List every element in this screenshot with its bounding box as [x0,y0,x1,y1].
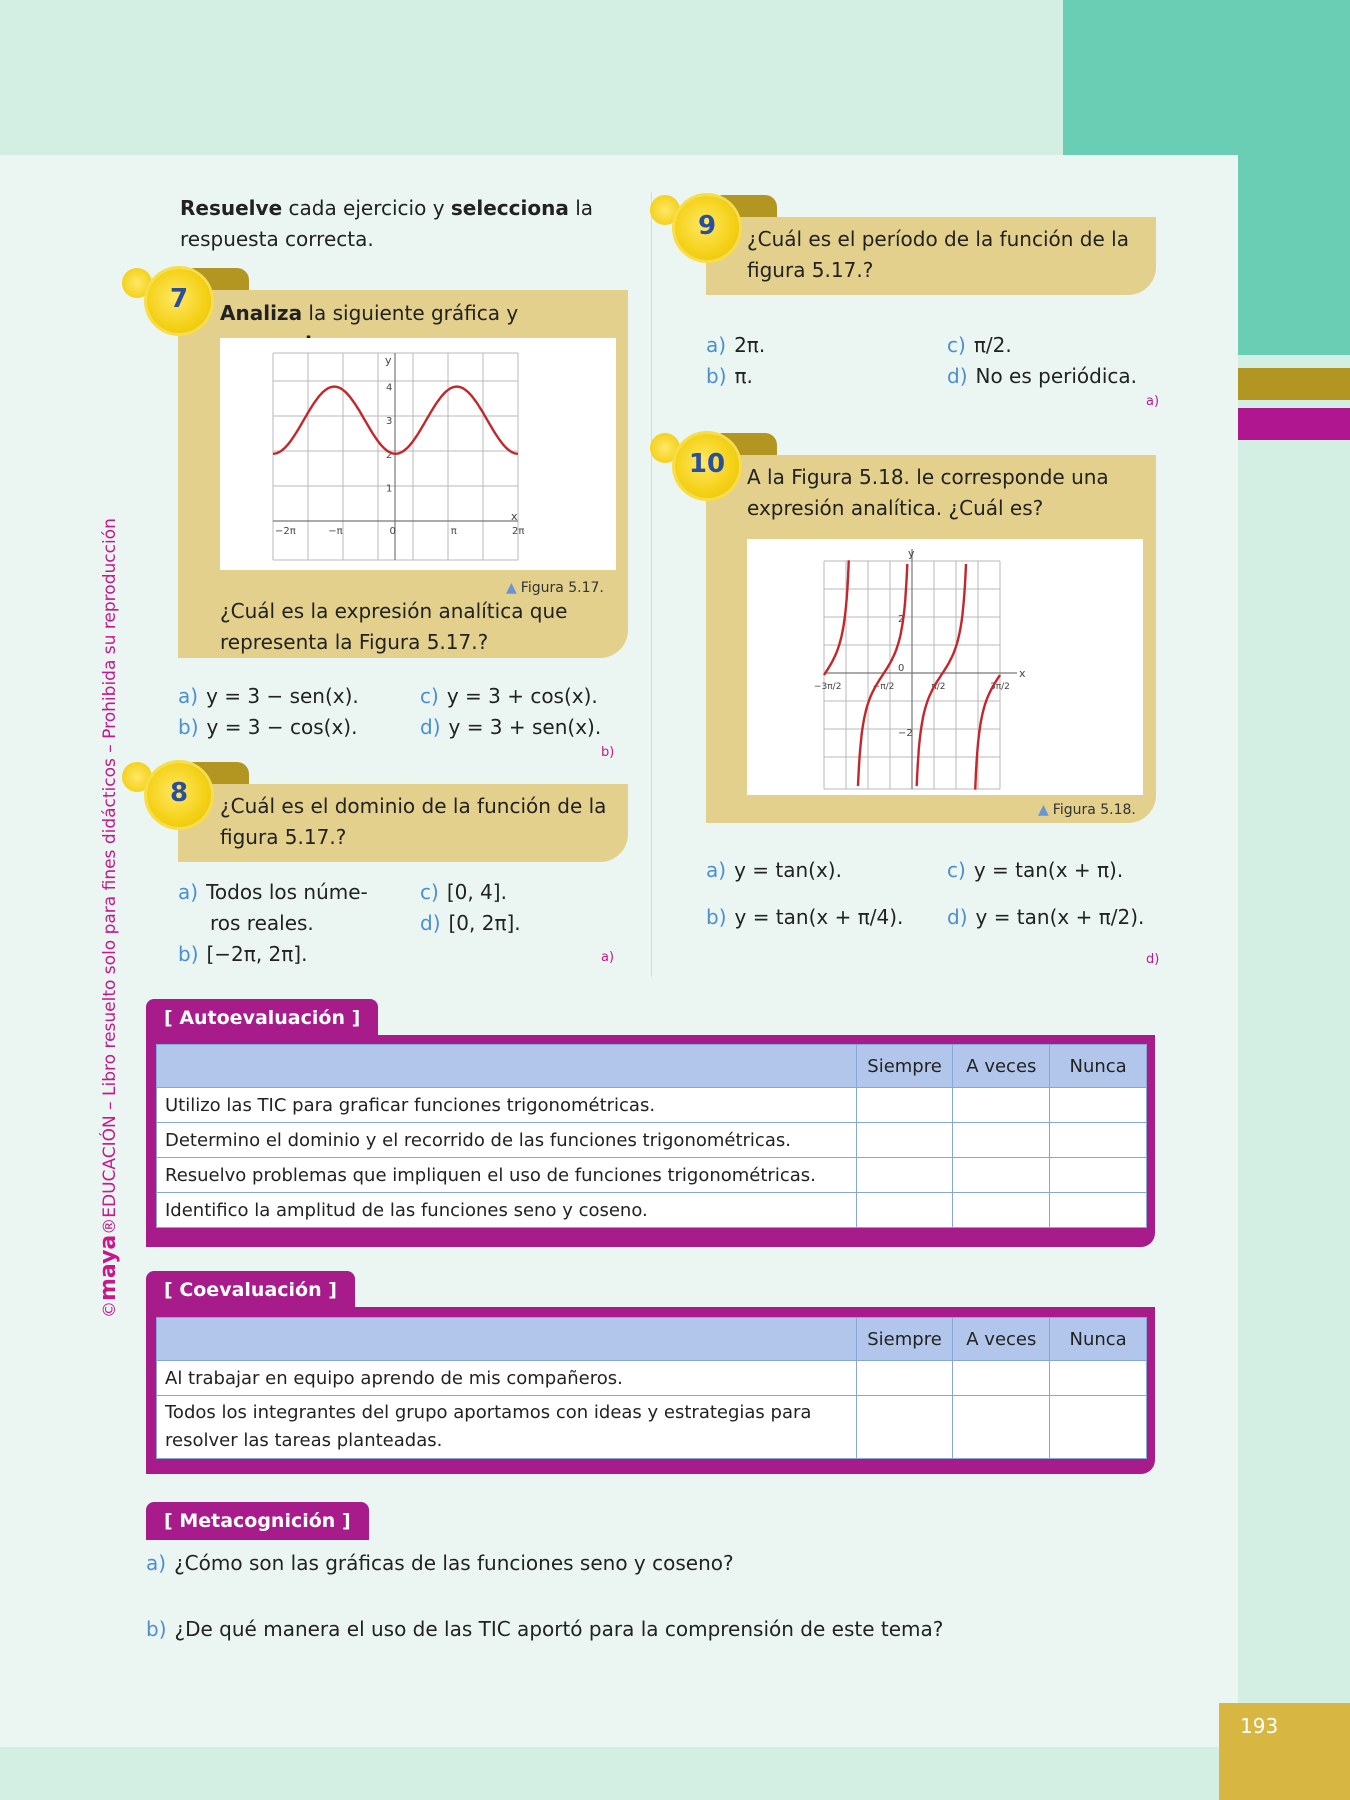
q9-option-b[interactable]: b) π. [706,364,753,388]
q9-question: ¿Cuál es el período de la función de la figura 5.17.? [747,227,1129,282]
x-axis-label: x [511,510,518,523]
table-row [157,1361,1147,1396]
instructions: Resuelve cada ejercicio y selecciona la respuesta correcta. [180,196,594,251]
cell-a-veces[interactable] [953,1193,1050,1228]
y-tick-label: 2 [898,614,905,625]
teal-corner-block [1063,0,1238,155]
q7-answer: b) [601,745,615,760]
metacognicion-question-b: b) ¿De qué manera el uso de las TIC aportó para la comprensión de este tema? [146,1617,944,1641]
tangent-branch [858,564,907,786]
figure-5-17-caption: ▲ Figura 5.17. [506,580,604,596]
metacognicion-title: [ Metacognición ] [146,1502,369,1540]
q9-option-d[interactable]: d) No es periódica. [947,364,1138,388]
header-blank [157,1045,857,1088]
table-header-row [157,1318,1147,1361]
table-row [157,1123,1147,1158]
x-tick-label: π/2 [931,682,946,692]
q10-number: 10 [688,449,726,479]
q10-question: A la Figura 5.18. le corresponde una expresión analítica. ¿Cuál es? [747,465,1109,520]
cell-siempre[interactable] [856,1088,953,1123]
tangent-branch [824,560,849,675]
row-label: Al trabajar en equipo aprendo de mis compañeros. [157,1361,857,1396]
cell-siempre[interactable] [856,1158,953,1193]
y-tick-label: 3 [386,416,393,428]
page-number-box [1219,1703,1350,1800]
x-tick-label: 2π [511,526,525,537]
header-siempre: Siempre [856,1318,953,1361]
triangle-icon: ▲ [1038,802,1049,818]
cell-nunca[interactable] [1050,1088,1147,1123]
q10-option-b[interactable]: b) y = tan(x + π/4). [706,905,904,929]
cell-siempre[interactable] [856,1123,953,1158]
triangle-icon: ▲ [506,580,517,596]
page-number: 193 [1240,1714,1279,1738]
cell-a-veces[interactable] [953,1158,1050,1193]
coevaluacion-title: [ Coevaluación ] [146,1271,355,1309]
q10-answer: d) [1146,952,1160,967]
y-tick-label: 4 [386,382,393,394]
autoevaluacion-title: [ Autoevaluación ] [146,999,378,1037]
q9-option-a[interactable]: a) 2π. [706,333,766,357]
bottom-band [0,1747,1350,1800]
cell-a-veces[interactable] [953,1361,1050,1396]
q9-answer: a) [1146,394,1160,409]
y-axis-label: y [908,547,915,560]
row-label: Resuelvo problemas que impliquen el uso de funciones trigonométricas. [157,1158,857,1193]
row-label: Todos los integrantes del grupo aportamos con ideas y estrategias para resolver las tareas planteadas. [157,1396,857,1459]
header-nunca: Nunca [1050,1045,1147,1088]
table-row [157,1088,1147,1123]
magenta-chapter-tab [1238,408,1350,440]
q8-option-c[interactable]: c) [0, 4]. [420,880,507,904]
q10-option-c[interactable]: c) y = tan(x + π). [947,858,1124,882]
cell-nunca[interactable] [1050,1158,1147,1193]
y-axis-label: y [385,354,392,367]
x-axis-label: x [1019,667,1026,680]
q8-option-d[interactable]: d) [0, 2π]. [420,911,521,935]
q7-question: ¿Cuál es la expresión analítica que representa la Figura 5.17.? [220,599,568,654]
table-row [157,1158,1147,1193]
gold-chapter-tab [1238,368,1350,400]
x-tick-label: 0 [389,526,396,537]
y-tick-label: 2 [386,449,393,461]
tangent-branch [975,675,1000,790]
q8-option-a[interactable]: a) Todos los núme- [178,880,368,904]
q7-option-c[interactable]: c) y = 3 + cos(x). [420,684,598,708]
side-credit: ©maya®EDUCACIÓN – Libro resuelto solo para fines didácticos – Prohibida su reproducción [96,518,121,1318]
table-row [157,1396,1147,1459]
cell-nunca[interactable] [1050,1123,1147,1158]
cell-a-veces[interactable] [953,1396,1050,1459]
teal-side-block [1238,0,1350,355]
figure-5-17-frame [220,338,616,570]
figure-5-18-graph [747,539,1143,795]
q8-question: ¿Cuál es el dominio de la función de la figura 5.17.? [220,794,607,849]
header-siempre: Siempre [856,1045,953,1088]
cell-a-veces[interactable] [953,1123,1050,1158]
figure-5-18-caption: ▲ Figura 5.18. [1038,802,1136,818]
header-a-veces: A veces [953,1318,1050,1361]
figure-5-18-frame [747,539,1143,795]
cell-a-veces[interactable] [953,1088,1050,1123]
column-divider [651,192,652,977]
row-label: Determino el dominio y el recorrido de las funciones trigonométricas. [157,1123,857,1158]
cell-nunca[interactable] [1050,1396,1147,1459]
y-tick-label: 0 [898,663,905,674]
q9-number: 9 [697,211,717,241]
table-header-row [157,1045,1147,1088]
row-label: Identifico la amplitud de las funciones seno y coseno. [157,1193,857,1228]
q8-number: 8 [169,778,189,808]
coevaluacion-table [156,1317,1147,1459]
header-nunca: Nunca [1050,1318,1147,1361]
figure-5-17-graph [220,338,616,570]
cell-nunca[interactable] [1050,1361,1147,1396]
header-blank [157,1318,857,1361]
q10-option-a[interactable]: a) y = tan(x). [706,858,842,882]
q7-option-d[interactable]: d) y = 3 + sen(x). [420,715,602,739]
q7-option-b[interactable]: b) y = 3 − cos(x). [178,715,358,739]
metacognicion-question-a: a) ¿Cómo son las gráficas de las funciones seno y coseno? [146,1551,734,1575]
q10-option-d[interactable]: d) y = tan(x + π/2). [947,905,1145,929]
q7-number: 7 [169,284,189,314]
x-tick-label: −2π [275,526,296,537]
q8-option-b[interactable]: b) [−2π, 2π]. [178,942,308,966]
header-a-veces: A veces [953,1045,1050,1088]
tangent-branch [917,564,966,786]
table-row [157,1193,1147,1228]
cell-nunca[interactable] [1050,1193,1147,1228]
row-label: Utilizo las TIC para graficar funciones trigonométricas. [157,1088,857,1123]
x-tick-label: π [450,526,457,537]
x-tick-label: 3π/2 [989,682,1010,692]
q9-option-c[interactable]: c) π/2. [947,333,1012,357]
top-band [0,0,1063,155]
cell-siempre[interactable] [856,1193,953,1228]
cell-siempre[interactable] [856,1361,953,1396]
x-tick-label: −π [328,526,343,537]
brand-logo: maya [96,1234,121,1301]
y-tick-label: 1 [386,483,393,495]
q8-answer: a) [601,950,615,965]
q8-option-a-continued: ros reales. [210,911,314,935]
autoevaluacion-table [156,1044,1147,1228]
q7-option-a[interactable]: a) y = 3 − sen(x). [178,684,359,708]
x-tick-label: −3π/2 [814,682,842,692]
x-tick-label: −π/2 [872,682,895,692]
y-tick-label: −2 [898,728,913,739]
q7-prompt: Analiza la siguiente gráfica y [220,301,519,325]
cell-siempre[interactable] [856,1396,953,1459]
